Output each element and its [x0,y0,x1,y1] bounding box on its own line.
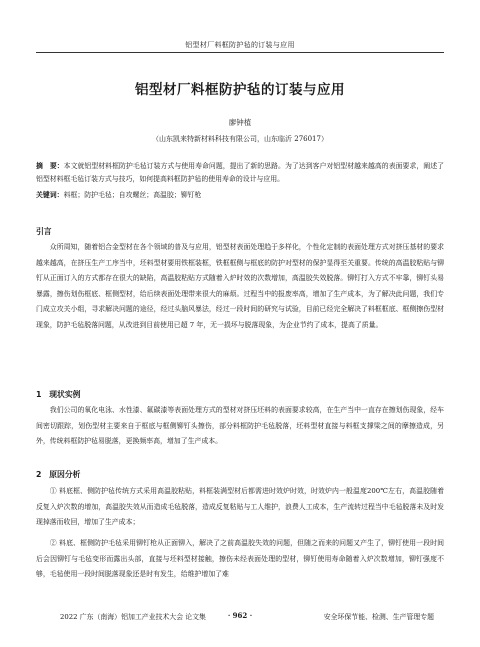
keywords [36,189,444,202]
intro-paragraph: 众所周知，随着铝合金型材在各个领域的普及与应用，铝型材表面处理趋于多样化，个性化定制的表面处理方式对挤压基材的要求越来越高，在挤压生产工序当中，坯料型材要用铁框装框，铁框框侧与框底的防护对型材的保护显得至关重要。传统的高温胶粘贴与铆钉从正面订入的方式都存在很大的缺陷，高温胶粘贴方式随着入炉时效的次数增加，高温胶失效脱落。铆钉打入方式不牢靠，铆钉头易暴露，擦伤划伤框底、框侧型材，给后续表面处理带来很大的麻烦。过程当中的报废率高，增加了生产成本，为了解决此问题，我们专门成立攻关小组，寻求解决问题的途径，经过头脑风暴法，经过一段时间的研究与试验，目前已经完全解决了料框框底、框侧擦伤型材现象，防护毛毡脱落问题，从改进到目前使用已超 7 年，无一损坏与脱落现象，为企业节约了成本，提高了质量。 [36,243,444,329]
running-head: 铝型材厂料框防护毡的订装与应用 [185,41,295,49]
abstract [36,160,444,186]
header-rule [36,52,444,53]
analysis-paragraph-2: ② 料底、框侧防护毛毡采用铆钉枪从正面铆入，解决了之前高温胶失效的问题，但随之而来的问题又产生了，铆钉使用一段时间后会因铆钉与毛毡变形而露出头部，直接与坯料型材接触，擦伤未经表面处理的型材，铆钉使用寿命随着入炉次数增加，铆钉强度不够，毛毡使用一段时间脱落现象还是时有发生，给维护增加了难 [36,539,444,579]
keywords-text: 料框；防护毛毡；自攻螺丝；高温胶；铆钉枪 [63,191,202,199]
paper-title: 铝型材厂料框防护毡的订装与应用 [135,82,345,98]
author-affiliation: （山东凯来特新材料科技有限公司，山东临沂 276017） [152,135,328,143]
keywords-label: 关键词： [36,191,64,199]
footer-topic: 安全环保节能、检测、生产管理专题 [323,613,434,621]
section-heading-status: 1 现状实例 [36,390,81,399]
section-heading-intro: 引言 [36,227,52,236]
abstract-label: 摘 要： [36,162,64,170]
section-heading-analysis: 2 原因分析 [36,470,81,479]
analysis-paragraph-1: ① 料底框、侧防护毡传统方式采用高温胶粘贴，料框装满型材后都需进时效炉时效，时效炉内一般温度200℃左右，高温胶随着反复入炉次数的增加，高温胶失效从而造成毛毡脱落，造成反复粘贴与工人维护，浪费人工成本，生产流转过程当中毛毡脱落未及时发现掉落而收回，增加了生产成本； [36,487,444,527]
abstract-text: 本文就铝型材料框防护毛毡订装方式与使用寿命问题，提出了新的思路。为了达到客户对铝型材越来越高的表面要求，阐述了铝型材料框毛毡订装方式与技巧，如何提高料框防护毡的使用寿命的设计与应用。 [36,162,445,183]
status-paragraph: 我们公司的氧化电泳、水性漆、氟碳漆等表面处理方式的型材对挤压坯料的表面要求较高，在生产当中一直存在擦划伤现象，经车间密切跟踪，划伤型材主要来自于框底与框侧铆钉头擦伤，部分料框防护毛毡脱落，坯料型材直接与料框支撑梁之间的摩擦造成，另外，传统料框防护毡易脱落，更换频率高，增加了生产成本。 [36,406,444,446]
author-name: 廖钟植 [228,118,252,127]
page-number: · 962 · [227,611,253,620]
footer-proceedings: 2022 广东（南海）铝加工产业技术大会 论文集 [60,613,206,621]
